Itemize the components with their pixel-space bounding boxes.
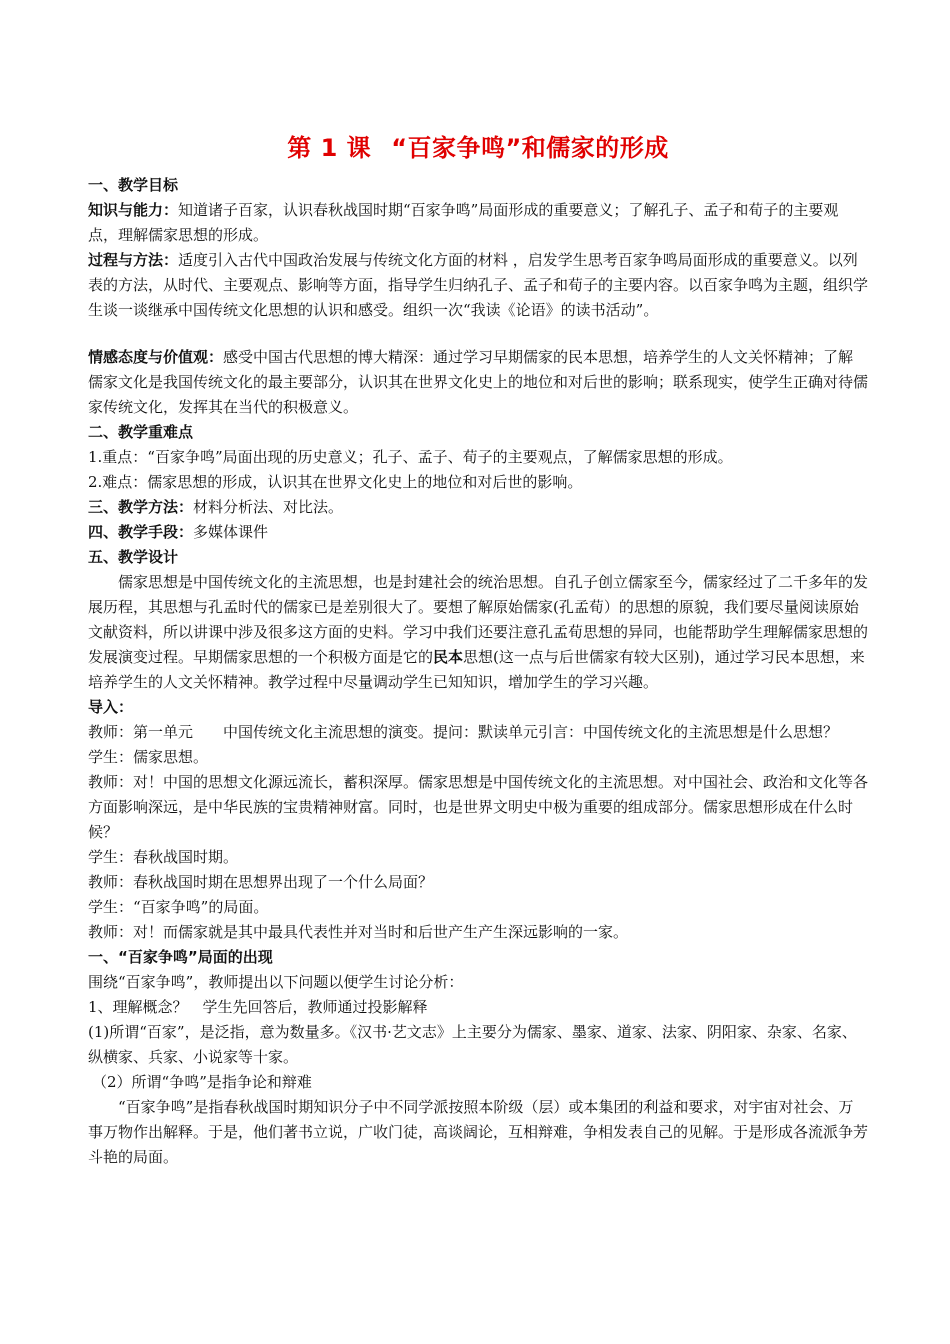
section1-heading: 一、“百家争鸣”局面的出现 bbox=[88, 948, 273, 966]
goal-knowledge bbox=[88, 198, 868, 248]
keypoint-item: 2.难点：儒家思想的形成，认识其在世界文化史上的地位和对后世的影响。 bbox=[88, 473, 583, 491]
lesson-title: “百家争鸣”和儒家的形成 bbox=[391, 134, 669, 162]
dialogue-line: 学生：“百家争鸣”的局面。 bbox=[88, 898, 269, 916]
means-text: 多媒体课件 bbox=[193, 523, 269, 541]
means-label: 四、教学手段： bbox=[88, 523, 194, 541]
section1-line: 围绕“百家争鸣”，教师提出以下问题以便学生讨论分析： bbox=[88, 973, 464, 991]
goal-knowledge-text: 知道诸子百家，认识春秋战国时期“百家争鸣”局面形成的重要意义；了解孔子、孟子和荀子的主要观点，理解儒家思想的形成。 bbox=[88, 201, 839, 244]
section1-line: 1、理解概念？ 学生先回答后，教师通过投影解释 bbox=[88, 998, 428, 1016]
methods-line bbox=[88, 495, 868, 520]
dialogue-line: 教师：第一单元 中国传统文化主流思想的演变。提问：默读单元引言：中国传统文化的主流思想是什么思想？ bbox=[88, 723, 839, 741]
goal-knowledge-label: 知识与能力： bbox=[88, 201, 179, 219]
design-paragraph bbox=[88, 570, 868, 695]
dialogue-line: 教师：春秋战国时期在思想界出现了一个什么局面？ bbox=[88, 873, 434, 891]
dialogue-line: 学生：春秋战国时期。 bbox=[88, 848, 239, 866]
means-line bbox=[88, 520, 868, 545]
section1-paragraph: “百家争鸣”是指春秋战国时期知识分子中不同学派按照本阶级（层）或本集团的利益和要求，对宇宙对社会、万事万物作出解释。于是，他们著书立说，广收门徒，高谈阔论，互相辩难，争相发表自己的见解。于是形成各流派争芳斗艳的局面。 bbox=[88, 1098, 869, 1166]
intro-heading: 导入： bbox=[88, 698, 134, 716]
design-text-a: 儒家思想是中国传统文化的主流思想，也是封建社会的统治思想。自孔子创立儒家至今，儒家经过了二千多年的发展历程，其思想与孔孟时代的儒家已是差别很大了。要想了解原始儒家(孔孟荀）的思想的原貌，我们要尽量阅读原始文献资料，所以讲课中涉及很多这方面的史料。学习中我们还要注意孔孟荀思想的异同，也能帮助学生理解儒家思想的发展演变过程。早期儒家思想的一个积极方面是它的 bbox=[88, 573, 869, 666]
section-heading-design: 五、教学设计 bbox=[88, 548, 179, 566]
goal-process-label: 过程与方法： bbox=[88, 251, 179, 269]
lesson-number: 第 1 课 bbox=[287, 134, 372, 162]
section1-line: （2）所谓“争鸣”是指争论和辩难 bbox=[92, 1073, 312, 1091]
design-text-b: 思想(这一点与后世儒家有较大区别)，通过学习民本思想，来培养学生的人文关怀精神。教学过程中尽量调动学生已知知识，增加学生的学习兴趣。 bbox=[88, 648, 865, 691]
goal-emotion-label: 情感态度与价值观： bbox=[88, 348, 224, 366]
methods-label: 三、教学方法： bbox=[88, 498, 194, 516]
dialogue-line: 教师：对！中国的思想文化源远流长，蓄积深厚。儒家思想是中国传统文化的主流思想。对中国社会、政治和文化等各方面影响深远，是中华民族的宝贵精神财富。同时，也是世界文明史中极为重要的组成部分。儒家思想形成在什么时候？ bbox=[88, 773, 869, 841]
goal-process-text: 适度引入古代中国政治发展与传统文化方面的材料 ，启发学生思考百家争鸣局面形成的重要意义。以列表的方法，从时代、主要观点、影响等方面，指导学生归纳孔子、孟子和荀子的主要内容。以百家争鸣为主题，组织学生谈一谈继承中国传统文化思想的认识和感受。组织一次“我读《论语》的读书活动”。 bbox=[88, 251, 869, 319]
section-heading-keypoints: 二、教学重难点 bbox=[88, 423, 194, 441]
methods-text: 材料分析法、对比法。 bbox=[193, 498, 344, 516]
goal-emotion-text: 感受中国古代思想的博大精深：通过学习早期儒家的民本思想，培养学生的人文关怀精神；了解儒家文化是我国传统文化的最主要部分，认识其在世界文化史上的地位和对后世的影响；联系现实，使学生正确对待儒家传统文化，发挥其在当代的积极意义。 bbox=[88, 348, 869, 416]
spacer bbox=[88, 323, 868, 345]
goal-emotion bbox=[88, 345, 868, 420]
design-text-bold: 民本 bbox=[433, 648, 464, 666]
goal-process bbox=[88, 248, 868, 323]
dialogue-line: 学生：儒家思想。 bbox=[88, 748, 209, 766]
keypoint-item: 1.重点：“百家争鸣”局面出现的历史意义；孔子、孟子、荀子的主要观点，了解儒家思想的形成。 bbox=[88, 448, 733, 466]
page-title bbox=[88, 128, 868, 163]
section-heading-goals: 一、教学目标 bbox=[88, 176, 179, 194]
section1-line: (1)所谓“百家”，是泛指，意为数量多。《汉书·艺文志》上主要分为儒家、墨家、道家、法家、阴阳家、杂家、名家、纵横家、兵家、小说家等十家。 bbox=[88, 1023, 857, 1066]
dialogue-line: 教师：对！而儒家就是其中最具代表性并对当时和后世产生产生深远影响的一家。 bbox=[88, 923, 629, 941]
document-page bbox=[88, 128, 868, 1170]
